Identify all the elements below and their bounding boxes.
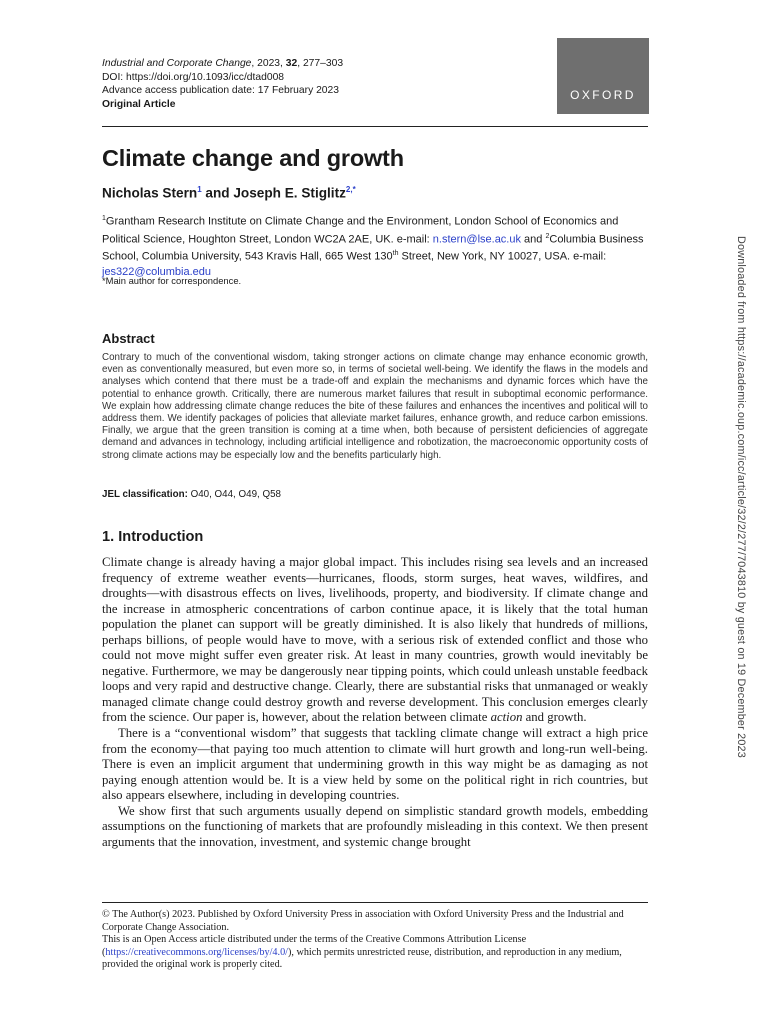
abstract-heading: Abstract [102,331,155,346]
header-divider [102,126,648,127]
journal-citation: Industrial and Corporate Change, 2023, 32, 277–303 [102,58,344,69]
affiliations: $^1$Grantham Research Institute on Climate Change and the Environment, London School of Economics and Political Science, Houghton Street, London WC2A 2AE, UK. e-mail: n.stern@lse.ac.uk and $^2$Columbia Business School, Columbia University, 543 Kravis Hall, 665 West 130th Street, New York, NY 10027, USA. e-mail: jes322@columbia.edu [102,215,644,278]
correspondence-note: *Main author for correspondence. [102,275,242,286]
email-link-stern[interactable]: n.stern@lse.ac.uk [432,233,521,246]
copyright-line: © The Author(s) 2023. Published by Oxford University Press in association with Oxford University Press and the Industrial and Corporate Change Association. [102,909,624,933]
oxford-logo: OXFORD [557,38,649,114]
section-heading-introduction: 1. Introduction [102,529,204,545]
author-line: Nicholas Stern$^1$ and Joseph E. Stiglitz$^{2,*}$ [102,185,356,201]
abstract-text: Contrary to much of the conventional wisdom, taking stronger actions on climate change may enhance economic growth, even as conventionally measured, but even more so, in terms of societal well-being. We identify the flaws in the models and analyses which contend that there must be a trade-off and explain the mechanisms and dynamic forces which have the potential to enhance growth. Critically, there are numerous market failures that result in suboptimal economic performance. We explain how addressing climate change reduces the bite of these failures and enhances the incentives and political will to address them. We identify packages of policies that alleviate market failures, enhance growth, and reduce carbon emissions. Finally, we argue that the green transition is coming at a time when, both because of persistent deficiencies of aggregate demand and advances in technology, including artificial intelligence and robotization, the macroeconomic opportunity costs of strong climate actions may be especially low and the benefits particularly high. [102,352,648,461]
paragraph: Climate change is already having a major global impact. This includes rising sea levels and an increased frequency of extreme weather events—hurricanes, floods, storm surges, heat waves, wildfires, and droughts—with disastrous effects on lives, livelihoods, property, and biodiversity. If climate change and the increase in atmospheric concentrations of carbon continue apace, it is likely that the total human population the planet can support will be greatly diminished. It is also likely that hundreds of millions, perhaps billions, of people would have to move, with a serious risk of extended conflict and those who could not move might suffer even greater risk. At least in many countries, growth would inevitably be negative. Furthermore, we may be dangerously near tipping points, which could unleash unstable feedback loops and very rapid and destructive change. Clearly, there are substantial risks that unmanaged or weakly managed climate change could destroy growth and reverse development. This conclusion emerges clearly from the science. Our paper is, however, about the relation between climate action and growth. [102,555,648,725]
footnote-divider [102,902,648,903]
paragraph: There is a “conventional wisdom” that suggests that tackling climate change will extract a high price from the economy—that paying too much attention to climate will hurt growth and long-run well-being. There is even an implicit argument that undermining growth in this way might be as damaging as not paying enough attention would be. It is a view held by some on the political right in rich countries, but also appears elsewhere, including in developing countries. [102,726,648,803]
article-type: Original Article [102,98,176,110]
article-meta [102,57,343,111]
jel-classification: JEL classification: O40, O44, O49, Q58 [102,489,281,500]
license-link[interactable]: https://creativecommons.org/licenses/by/4.0/ [105,946,288,958]
doi[interactable]: DOI: https://doi.org/10.1093/icc/dtad008 [102,71,285,83]
license-line: This is an Open Access article distributed under the terms of the Creative Commons Attribution License (https://creativecommons.org/licenses/by/4.0/), which permits unrestricted reuse, distribution, and reproduction in any medium, provided the original work is properly cited. [102,934,622,971]
article-title: Climate change and growth [102,145,404,171]
advance-date: Advance access publication date: 17 February 2023 [102,85,339,97]
download-watermark: Downloaded from https://academic.oup.com/icc/article/32/2/277/7043810 by guest on 19 December 2023 [735,236,747,758]
introduction-body [102,555,648,850]
license-footnote [102,909,648,972]
email-link-stiglitz[interactable]: jes322@columbia.edu [102,265,212,278]
paragraph: We show first that such arguments usually depend on simplistic standard growth models, embedding assumptions on the functioning of markets that are profoundly misleading in this context. We then present arguments that the innovation, investment, and systemic change brought [102,803,648,849]
